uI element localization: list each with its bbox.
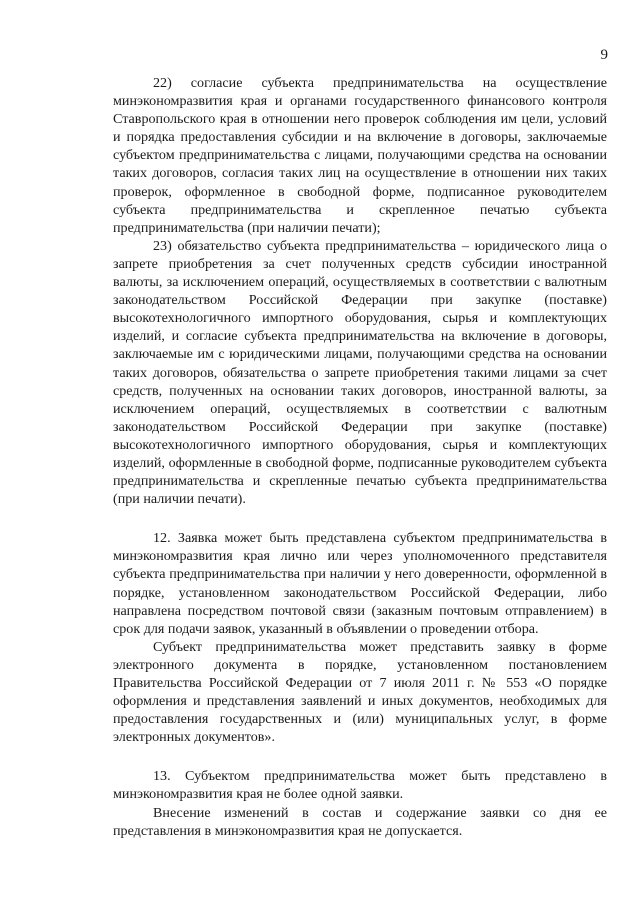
page-number: 9 (600, 47, 608, 63)
item-13-paragraph: 13. Субъектом предпринимательства может быть представлено в минэкономразвития края не более одной заявки. (113, 768, 607, 803)
electronic-submission-paragraph: Субъект предпринимательства может представить заявку в форме электронного документа в порядке, установленном постановлением Правительства Российской Федерации от 7 июля 2011 г. № 553 «О порядке оформления и представления заявлений и иных документов, необходимых для предоставления государственных и (или) муниципальных услуг, в форме электронных документов». (113, 638, 607, 746)
clause-22-paragraph: 22) согласие субъекта предпринимательства на осуществление минэкономразвития края и органами государственного финансового контроля Ставропольского края в отношении него проверок соблюдения им цели, условий и порядка предоставления субсидии и на включение в договоры, заключаемые субъектом предпринимательства с лицами, получающими средства на основании таких договоров, согласия таких лиц на осуществление в отношении них таких проверок, оформленное в свободной форме, подписанное руководителем субъекта предпринимательства и скрепленное печатью субъекта предпринимательства (при наличии печати); (113, 75, 607, 236)
application-changes-paragraph: Внесение изменений в состав и содержание заявки со дня ее представления в минэкономразвития края не допускается. (113, 804, 607, 839)
item-12-paragraph: 12. Заявка может быть представлена субъектом предпринимательства в минэкономразвития края лично или через уполномоченного представителя субъекта предпринимательства при наличии у него доверенности, оформленной в порядке, установленном законодательством Российской Федерации, либо направлена посредством почтовой связи (заказным почтовым отправлением) в срок для подачи заявок, указанный в объявлении о проведении отбора. (113, 530, 607, 637)
document-body (113, 74, 607, 840)
clause-23-paragraph: 23) обязательство субъекта предпринимательства – юридического лица о запрете приобретения за счет полученных средств субсидии иностранной валюты, за исключением операций, осуществляемых в соответствии с валютным законодательством Российской Федерации при закупке (поставке) высокотехнологичного импортного оборудования, сырья и комплектующих изделий, и согласие субъекта предпринимательства на включение в договоры, заключаемые им с юридическими лицами, получающими средства на основании таких договоров, обязательства о запрете приобретения такими лицами за счет средств, полученных на основании таких договоров, иностранной валюты, за исключением операций, осуществляемых в соответствии с валютным законодательством Российской Федерации при закупке (поставке) высокотехнологичного импортного оборудования, сырья и комплектующих изделий, оформленные в свободной форме, подписанные руководителем субъекта предпринимательства и скрепленные печатью субъекта предпринимательства (при наличии печати). (113, 237, 607, 508)
